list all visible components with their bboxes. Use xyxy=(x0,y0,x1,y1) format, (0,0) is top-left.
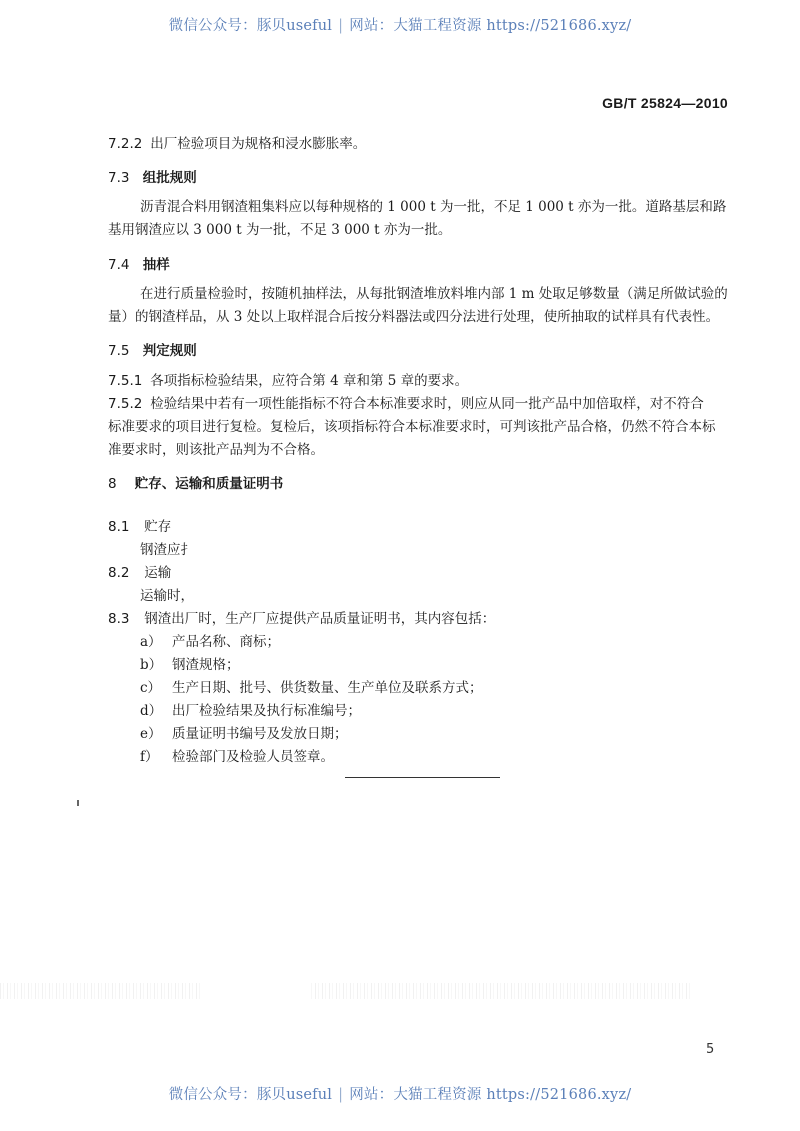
clause-8-1-text: 钢渣应扌 xyxy=(140,542,194,558)
clause-text-line-1: 检验结果中若有一项性能指标不符合本标准要求时，则应从同一批产品中加倍取样，对不符合 xyxy=(150,396,704,412)
clause-text: 钢渣出厂时，生产厂应提供产品质量证明书，其内容包括： xyxy=(144,611,496,627)
heading-number: 7.4 xyxy=(108,257,130,273)
heading-7-3 xyxy=(108,168,197,188)
list-item-text: 钢渣规格； xyxy=(172,657,240,673)
list-item-label: a） xyxy=(140,634,162,650)
list-item-text: 检验部门及检验人员签章。 xyxy=(172,749,334,765)
list-item xyxy=(140,655,240,675)
paragraph-7-4-line-1: 在进行质量检验时，按随机抽样法，从每批钢渣堆放料堆内部 1 m 处取足够数量（满足所做试验的 xyxy=(140,286,728,302)
list-item-text: 出厂检验结果及执行标准编号； xyxy=(172,703,361,719)
clause-7-2-2 xyxy=(108,134,366,154)
page-number: 5 xyxy=(706,1042,715,1057)
list-item xyxy=(140,701,361,721)
list-item-label: e） xyxy=(140,726,162,742)
clause-7-5-1 xyxy=(108,371,468,391)
clause-number: 7.2.2 xyxy=(108,136,143,152)
list-item-text: 生产日期、批号、供货数量、生产单位及联系方式； xyxy=(172,680,483,696)
heading-title: 组批规则 xyxy=(142,170,197,186)
watermark-website: 网站：大猫工程资源 https://521686.xyz/ xyxy=(349,1087,632,1103)
clause-text: 出厂检验项目为规格和浸水膨胀率。 xyxy=(150,136,367,152)
watermark-top xyxy=(0,14,800,35)
list-item-text: 质量证明书编号及发放日期； xyxy=(172,726,348,742)
heading-8 xyxy=(108,474,283,494)
clause-7-5-2-line-3: 准要求时，则该批产品判为不合格。 xyxy=(108,442,324,458)
clause-number: 7.5.2 xyxy=(108,396,143,412)
clause-number: 8.2 xyxy=(108,565,130,581)
scan-noise-band xyxy=(0,983,800,999)
watermark-separator: | xyxy=(338,1087,344,1103)
clause-title: 运输 xyxy=(144,565,172,581)
heading-title: 抽样 xyxy=(142,257,170,273)
watermark-separator: | xyxy=(338,18,344,34)
list-item xyxy=(140,724,348,744)
end-rule-divider xyxy=(345,777,500,778)
clause-number: 7.5.1 xyxy=(108,373,143,389)
paragraph-7-3-line-2: 基用钢渣应以 3 000 t 为一批，不足 3 000 t 亦为一批。 xyxy=(108,222,452,238)
paragraph-7-4-line-2: 量）的钢渣样品，从 3 处以上取样混合后按分料器法或四分法进行处理，使所抽取的试样具有代表性。 xyxy=(108,309,720,325)
heading-7-4 xyxy=(108,255,170,275)
clause-8-3 xyxy=(108,609,495,629)
heading-number: 8 xyxy=(108,476,117,492)
watermark-wechat: 微信公众号：豚贝useful xyxy=(168,18,333,34)
list-item xyxy=(140,747,334,767)
clause-7-5-2 xyxy=(108,394,704,414)
clause-number: 8.1 xyxy=(108,519,130,535)
clause-7-5-2-line-2: 标准要求的项目进行复检。复检后，该项指标符合本标准要求时，可判该批产品合格，仍然不符合本标 xyxy=(108,419,716,435)
heading-number: 7.3 xyxy=(108,170,130,186)
heading-number: 7.5 xyxy=(108,343,130,359)
list-item-label: d） xyxy=(140,703,163,719)
scan-noise-gap xyxy=(200,983,310,999)
clause-8-2-text: 运输时， xyxy=(140,588,194,604)
paragraph-7-3-line-1: 沥青混合料用钢渣粗集料应以每种规格的 1 000 t 为一批，不足 1 000 t 亦为一批。道路基层和路 xyxy=(140,199,727,215)
list-item-label: f） xyxy=(140,749,159,765)
list-item-label: c） xyxy=(140,680,162,696)
scan-speck xyxy=(77,800,79,806)
clause-text: 各项指标检验结果，应符合第 4 章和第 5 章的要求。 xyxy=(150,373,469,389)
scan-noise-gap xyxy=(690,983,800,999)
list-item-label: b） xyxy=(140,657,163,673)
clause-title: 贮存 xyxy=(144,519,172,535)
list-item xyxy=(140,678,483,698)
standard-code: GB/T 25824—2010 xyxy=(602,95,728,111)
list-item-text: 产品名称、商标； xyxy=(172,634,280,650)
clause-8-1 xyxy=(108,517,171,537)
clause-8-2 xyxy=(108,563,171,583)
clause-number: 8.3 xyxy=(108,611,130,627)
heading-title: 贮存、运输和质量证明书 xyxy=(134,476,284,492)
watermark-bottom xyxy=(0,1083,800,1104)
heading-7-5 xyxy=(108,341,197,361)
watermark-wechat: 微信公众号：豚贝useful xyxy=(168,1087,333,1103)
list-item xyxy=(140,632,280,652)
watermark-website: 网站：大猫工程资源 https://521686.xyz/ xyxy=(349,18,632,34)
heading-title: 判定规则 xyxy=(142,343,197,359)
